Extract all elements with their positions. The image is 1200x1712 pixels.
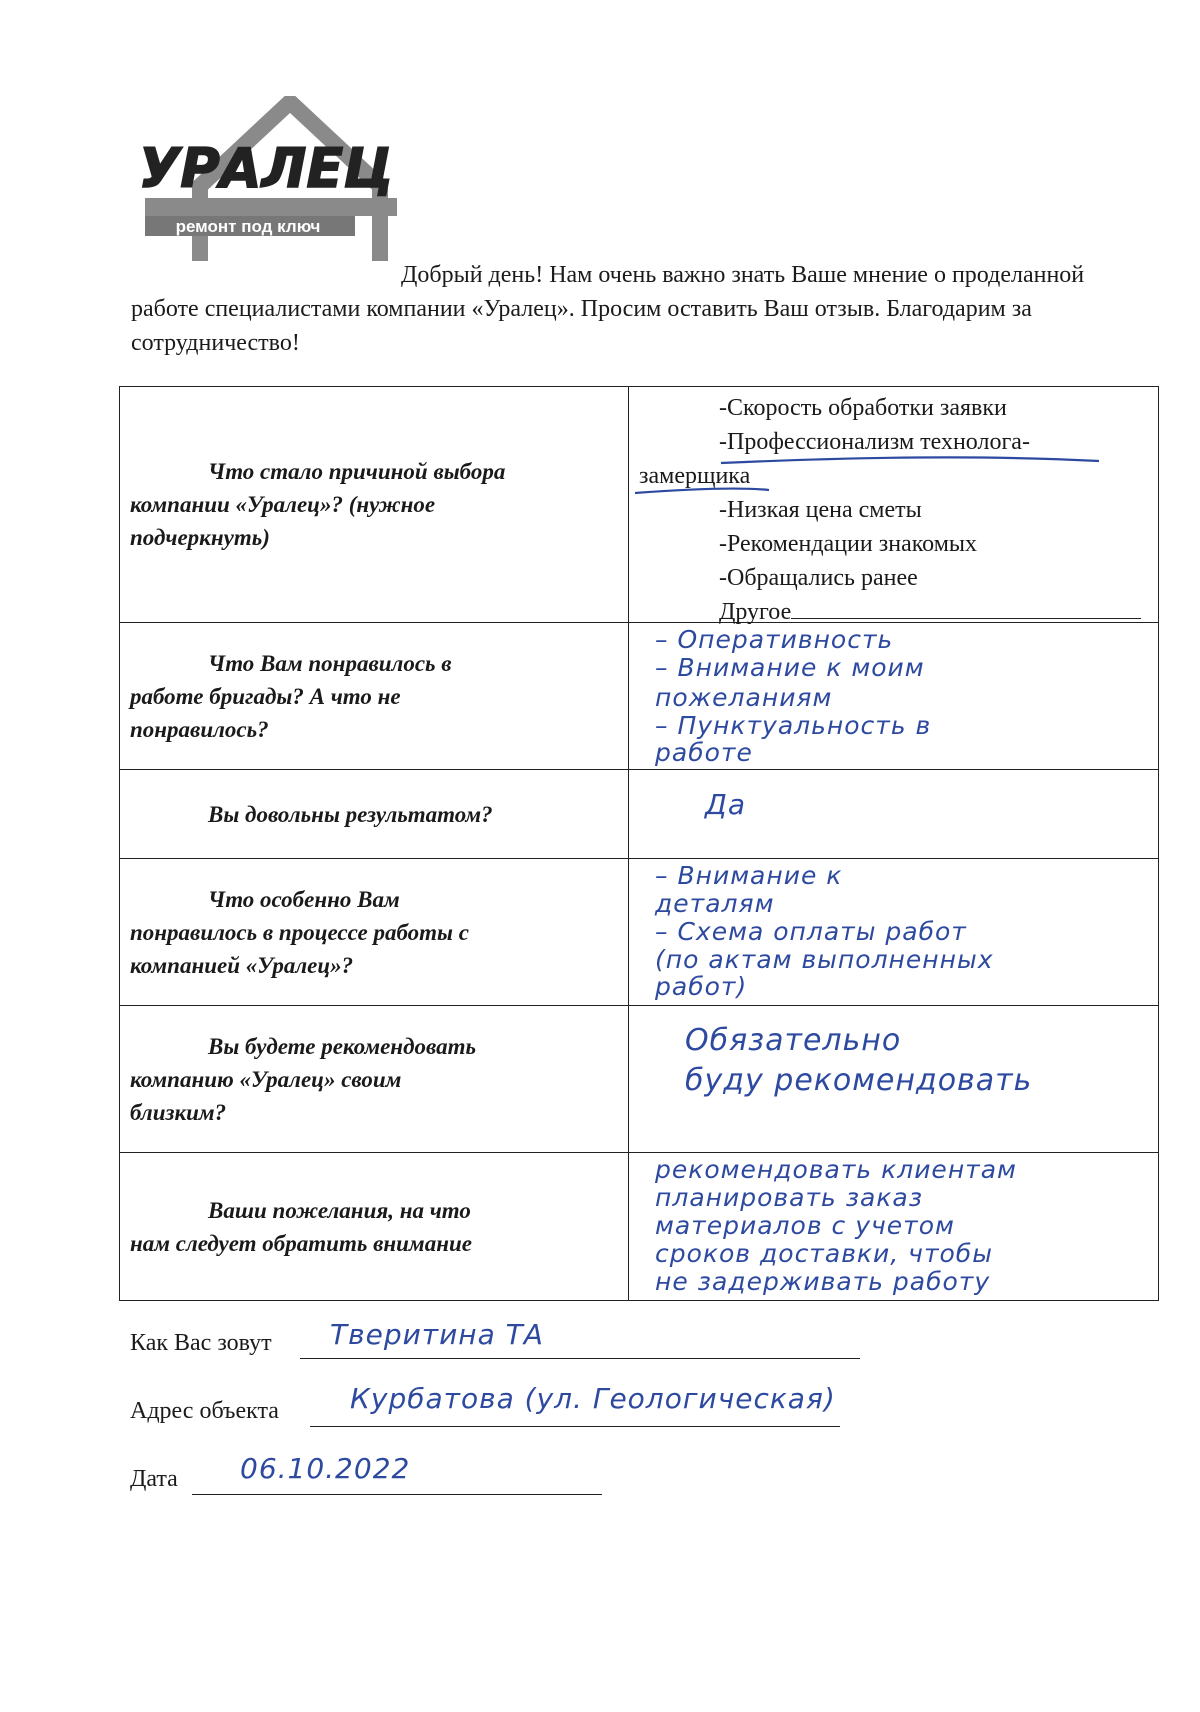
option-other[interactable]: Другое [639,595,1179,629]
option-returning[interactable]: -Обращались ранее [719,565,918,591]
handwritten-answer: деталям [655,889,775,918]
handwritten-answer: – Схема оплаты работ [655,917,967,946]
handwritten-answer: – Внимание к [655,861,843,890]
handwritten-answer: сроков доставки, чтобы [655,1239,993,1268]
intro-text: Добрый день! Нам очень важно знать Ваше мнение о проделанной работе специалистами компании «Уралец». Просим оставить Ваш отзыв. Благодарим за сотрудничество! [131,262,1085,356]
table-row [120,770,1159,859]
handwritten-answer: буду рекомендовать [685,1063,1033,1098]
handwritten-answer: Да [705,788,747,821]
name-label: Как Вас зовут [130,1330,272,1356]
handwritten-answer: работе [655,738,753,767]
answer-cell[interactable] [629,1006,1159,1153]
uralets-logo [130,96,410,276]
address-line [310,1426,840,1427]
name-field[interactable] [130,1318,870,1370]
answer-cell[interactable] [629,859,1159,1006]
handwritten-answer: (по актам выполненных [655,945,994,974]
logo-wordmark: УРАЛЕЦ [138,137,394,200]
answer-cell[interactable] [629,623,1159,770]
address-field[interactable] [130,1382,990,1438]
question-cell: Что стало причиной выбора компании «Уралец»? (нужное подчеркнуть) [120,387,629,623]
choice-options [639,391,1179,629]
answer-cell [629,387,1159,623]
date-field[interactable] [130,1452,630,1506]
answer-cell[interactable] [629,1153,1159,1301]
handwritten-answer: планировать заказ [655,1183,924,1212]
handwritten-answer: материалов с учетом [655,1211,955,1240]
table-row [120,859,1159,1006]
table-row [120,1153,1159,1301]
option-professionalism-cont: замерщика [639,463,751,489]
handwritten-answer: не задерживать работу [655,1267,991,1296]
date-line [192,1494,602,1495]
question-cell: Ваши пожелания, на что нам следует обратить внимание [120,1153,629,1301]
logo-tagline: ремонт под ключ [175,217,321,236]
question-cell: Вы будете рекомендовать компанию «Уралец» своим близким? [120,1006,629,1153]
name-value: Тверитина ТА [330,1318,544,1351]
handwritten-answer: – Пунктуальность в [655,711,932,740]
option-professionalism[interactable]: -Профессионализм технолога- [719,429,1030,455]
handwritten-answer: – Оперативность [655,625,894,654]
handwritten-answer: работ) [655,972,748,1001]
date-value: 06.10.2022 [240,1452,411,1485]
table-row [120,623,1159,770]
address-label: Адрес объекта [130,1398,279,1424]
question-cell: Вы довольны результатом? [120,770,629,859]
handwritten-answer: рекомендовать клиентам [655,1155,1017,1184]
option-speed[interactable]: -Скорость обработки заявки [719,395,1007,421]
option-low-price[interactable]: -Низкая цена сметы [719,497,922,523]
date-label: Дата [130,1466,178,1492]
handwritten-answer: – Внимание к моим [655,653,925,682]
option-recommendation[interactable]: -Рекомендации знакомых [719,531,978,557]
table-row [120,387,1159,623]
address-value: Курбатова (ул. Геологическая) [350,1382,836,1415]
option-other-blank[interactable] [791,596,1141,619]
handwritten-answer: Обязательно [685,1023,902,1058]
survey-table [119,386,1159,1301]
table-row [120,1006,1159,1153]
name-line [300,1358,860,1359]
answer-cell[interactable] [629,770,1159,859]
question-cell: Что Вам понравилось в работе бригады? А что не понравилось? [120,623,629,770]
question-cell: Что особенно Вам понравилось в процессе работы с компанией «Уралец»? [120,859,629,1006]
handwritten-answer: пожеланиям [655,683,833,712]
